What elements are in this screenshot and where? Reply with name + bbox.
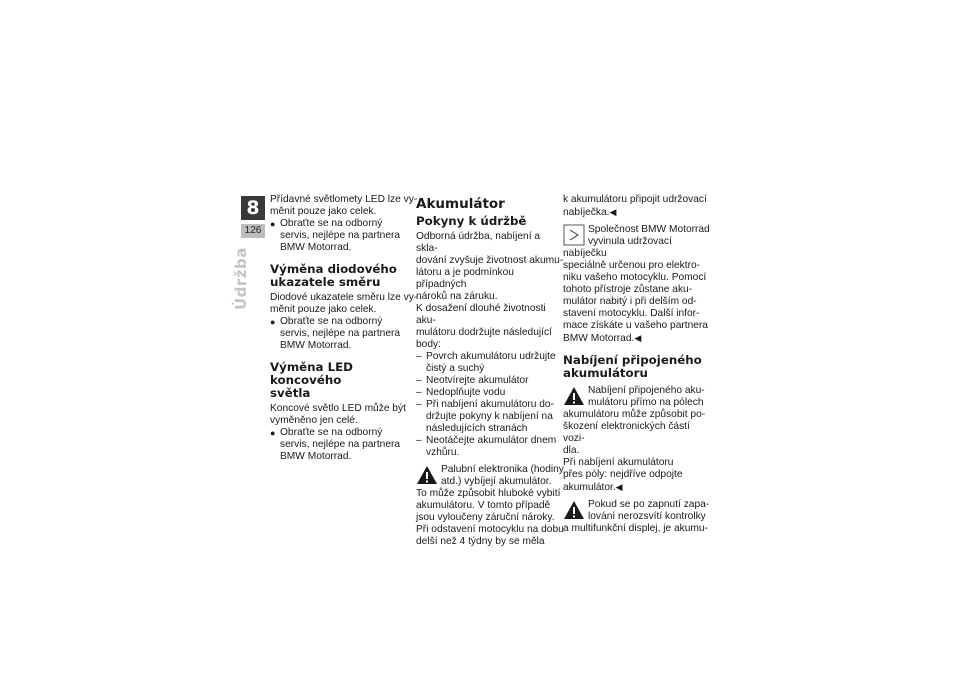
- text-line: niku vašeho motocyklu. Pomocí: [563, 272, 707, 283]
- text-line: Povrch akumulátoru udržujte: [426, 351, 556, 362]
- diode-paragraph: [270, 292, 418, 316]
- text-line: mulátor nabitý i při delším od-: [563, 296, 697, 307]
- heading-line: Nabíjení připojeného: [563, 353, 702, 367]
- heading-line: ukazatele směru: [270, 275, 381, 289]
- text-line: Přídavné světlomety LED lze vy-: [270, 194, 418, 205]
- bullet-item: [270, 316, 418, 352]
- text-line: měnit pouze jako celek.: [270, 304, 377, 315]
- text-line: BMW Motorrad.: [280, 340, 352, 351]
- dash-marker: –: [416, 387, 422, 398]
- text-line: přes póly: nejdříve odpojte: [563, 469, 683, 480]
- text-line: BMW Motorrad.: [563, 333, 635, 344]
- heading-maintenance: Pokyny k údržbě: [416, 214, 527, 228]
- text-line: Odborná údržba, nabíjení a skla-: [416, 231, 541, 254]
- bullet-item: [270, 427, 418, 463]
- bullet-icon: ●: [270, 428, 276, 438]
- text-line: Nabíjení připojeného aku-: [588, 385, 705, 396]
- text-line: jsou vyloučeny záruční nároky.: [416, 512, 555, 523]
- heading-line: akumulátoru: [563, 366, 648, 380]
- text-line: a multifunkční displej, je akumu-: [563, 523, 708, 534]
- dash-item: [416, 399, 564, 435]
- dash-marker: –: [416, 435, 422, 446]
- text-line: Společnost BMW Motorrad: [588, 224, 710, 235]
- text-line: atd.) vybíjejí akumulátor.: [441, 476, 552, 487]
- heading-line: Výměna LED koncového: [270, 360, 353, 387]
- text-line: čistý a suchý: [426, 363, 485, 374]
- text-line: vzhůru.: [426, 447, 460, 458]
- text-line: akumulátoru může způsobit po-: [563, 409, 706, 420]
- text-line: servis, nejlépe na partnera: [280, 230, 401, 241]
- continued-paragraph: [563, 194, 711, 219]
- text-line: Obraťte se na odborný: [280, 427, 383, 438]
- warning-icon: [563, 499, 585, 521]
- text-line: Neotáčejte akumulátor dnem: [426, 435, 557, 446]
- text-line: Při nabíjení akumulátoru: [563, 457, 674, 468]
- bullet-icon: ●: [270, 317, 276, 327]
- text-line: tohoto přístroje zůstane aku-: [563, 284, 693, 295]
- dash-marker: –: [416, 399, 422, 410]
- text-line: Diodové ukazatele směru lze vy-: [270, 292, 418, 303]
- column-3: [563, 194, 711, 535]
- text-line: speciálně určenou pro elektro-: [563, 260, 701, 271]
- heading-line: světla: [270, 386, 311, 400]
- text-line: servis, nejlépe na partnera: [280, 439, 401, 450]
- text-line: Neotvírejte akumulátor: [426, 375, 529, 386]
- note-block: [563, 224, 711, 345]
- text-line: akumulátor.: [563, 482, 616, 493]
- text-line: lování nerozsvítí kontrolky: [588, 511, 706, 522]
- column-2: [416, 196, 564, 548]
- note-icon: [563, 224, 585, 246]
- end-marker-icon: ◀: [609, 207, 617, 217]
- end-marker-icon: ◀: [615, 482, 623, 492]
- text-line: body:: [416, 339, 441, 350]
- text-line: akumulátoru. V tomto případě: [416, 500, 551, 511]
- care-paragraph: [416, 231, 564, 351]
- text-line: Pokud se po zapnutí zapa-: [588, 499, 710, 510]
- text-line: k akumulátoru připojit udržovací: [563, 194, 707, 205]
- dash-item: [416, 351, 564, 375]
- text-line: vyměněno jen celé.: [270, 415, 358, 426]
- text-line: Nedoplňujte vodu: [426, 387, 506, 398]
- warning-block: [563, 499, 711, 535]
- text-line: vyvinula udržovací nabíječku: [563, 236, 672, 259]
- chapter-number-badge: 8: [241, 196, 265, 220]
- text-line: Koncové světlo LED může být: [270, 403, 406, 414]
- text-line: Palubní elektronika (hodiny: [441, 464, 564, 475]
- text-line: látoru a je podmínkou případných: [416, 267, 514, 290]
- text-line: dování zvyšuje životnost akumu-: [416, 255, 564, 266]
- intro-paragraph: [270, 194, 418, 218]
- warning-icon: [563, 385, 585, 407]
- text-line: BMW Motorrad.: [280, 451, 352, 462]
- page-number: 126: [241, 224, 265, 238]
- text-line: následujících stranách: [426, 423, 528, 434]
- dash-marker: –: [416, 375, 422, 386]
- dash-marker: –: [416, 351, 422, 362]
- section-title: Akumulátor: [416, 196, 505, 212]
- dash-item: [416, 387, 564, 399]
- warning-block: [416, 464, 564, 548]
- end-marker-icon: ◀: [634, 333, 642, 343]
- text-line: Při odstavení motocyklu na dobu: [416, 524, 564, 535]
- text-line: měnit pouze jako celek.: [270, 206, 377, 217]
- text-line: nabíječka.: [563, 207, 610, 218]
- text-line: mulátoru přímo na pólech: [588, 397, 704, 408]
- heading-charging-connected: [563, 354, 711, 380]
- bullet-item: [270, 218, 418, 254]
- text-line: nároků na záruku.: [416, 291, 498, 302]
- text-line: servis, nejlépe na partnera: [280, 328, 401, 339]
- text-line: škození elektronických částí vozi-: [563, 421, 690, 444]
- text-line: mulátoru dodržujte následující: [416, 327, 552, 338]
- text-line: Obraťte se na odborný: [280, 218, 383, 229]
- dash-item: [416, 375, 564, 387]
- bullet-icon: ●: [270, 219, 276, 229]
- text-line: stavení motocyklu. Další infor-: [563, 308, 700, 319]
- warning-block: [563, 385, 711, 494]
- text-line: mace získáte u vašeho partnera: [563, 320, 708, 331]
- text-line: Obraťte se na odborný: [280, 316, 383, 327]
- heading-diode-indicator: [270, 263, 418, 289]
- text-line: dla.: [563, 445, 580, 456]
- section-side-label: Údržba: [232, 247, 250, 310]
- warning-icon: [416, 464, 438, 486]
- text-line: K dosažení dlouhé životnosti aku-: [416, 303, 546, 326]
- dash-item: [416, 435, 564, 459]
- heading-line: Výměna diodového: [270, 262, 397, 276]
- rear-paragraph: [270, 403, 418, 427]
- column-1: [270, 194, 418, 463]
- heading-rear-light: [270, 361, 418, 400]
- text-line: To může způsobit hluboké vybití: [416, 488, 561, 499]
- text-line: Při nabíjení akumulátoru do-: [426, 399, 554, 410]
- text-line: BMW Motorrad.: [280, 242, 352, 253]
- text-line: držujte pokyny k nabíjení na: [426, 411, 553, 422]
- text-line: delší než 4 týdny by se měla: [416, 536, 545, 547]
